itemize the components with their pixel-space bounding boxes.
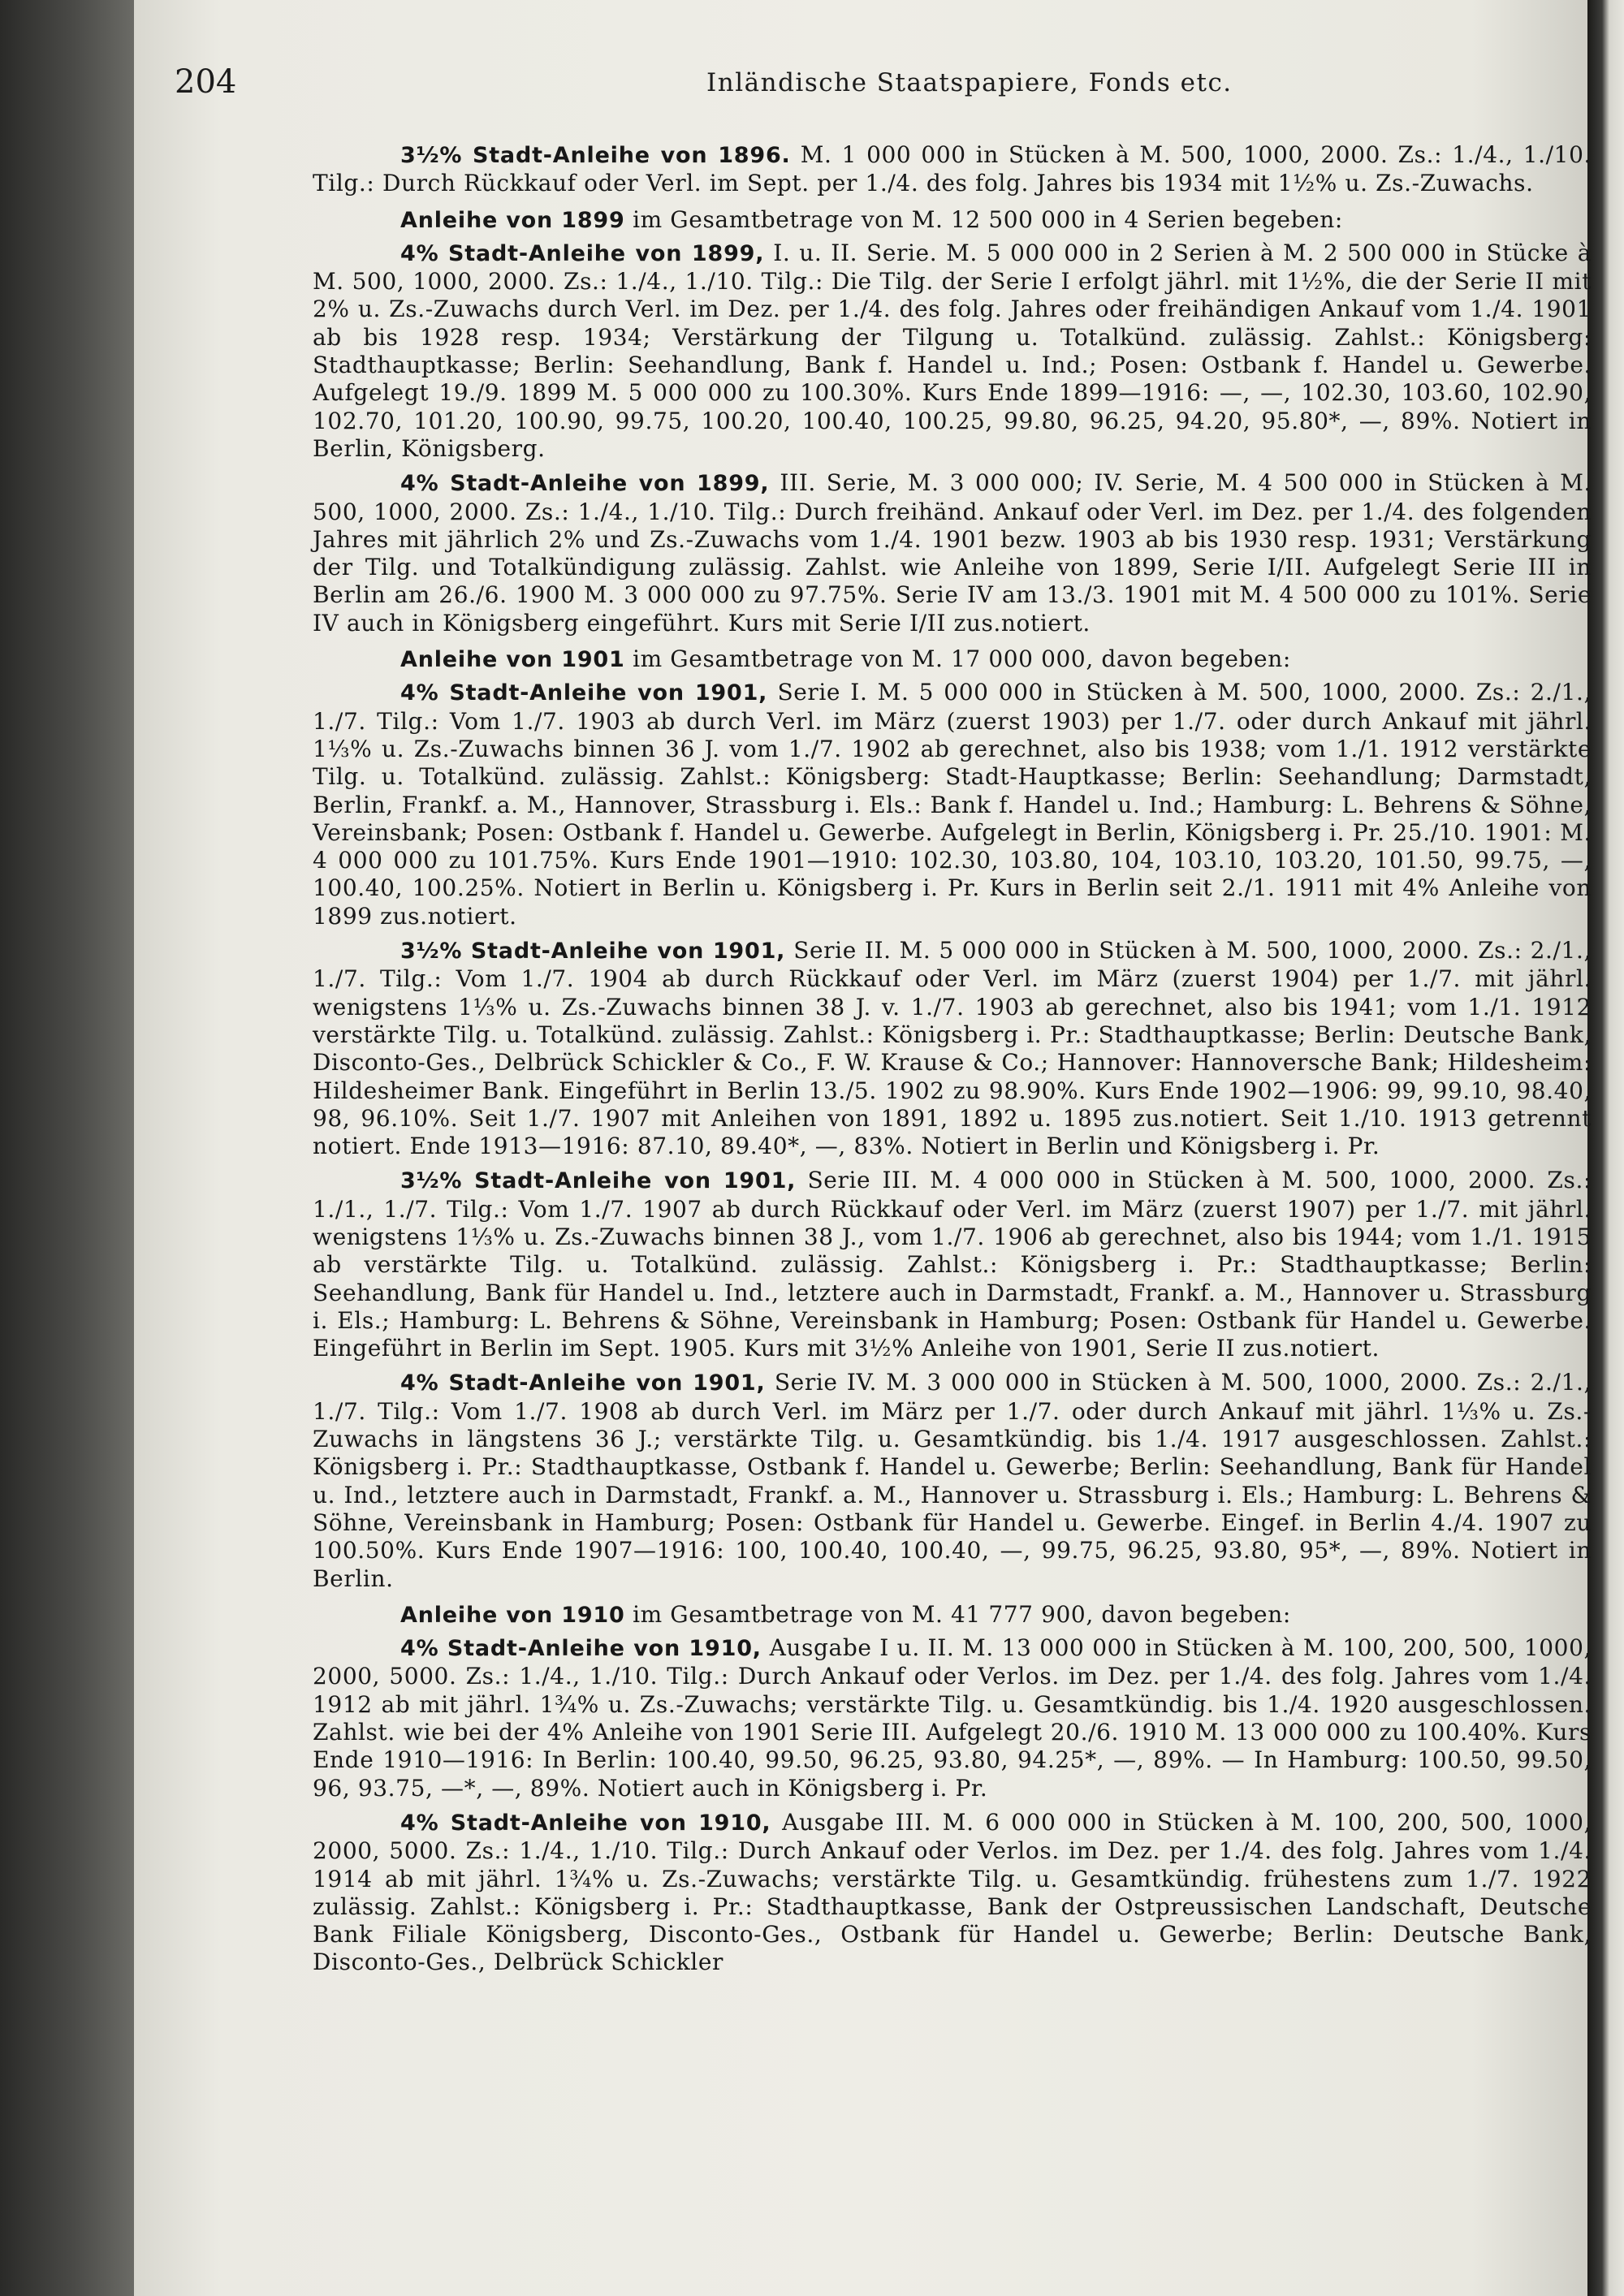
entry-heading: 3½% Stadt-Anleihe von 1901, — [400, 1168, 797, 1194]
section-anleihe-1910 — [313, 1601, 1592, 1629]
page-header — [175, 63, 1555, 104]
entry-text: Serie I. M. 5 000 000 in Stücken à M. 500, 1000, 2000. Zs.: 2./1., 1./7. Tilg.: Vom 1./7. 1903 ab durch Verl. im März (zuerst 1903) per 1./7. oder durch Ankauf mit jährl. 1⅓% u. Zs.-Zuwachs binnen 36 J. vom 1./7. 1902 ab gerechnet, also bis 1938; vom 1./1. 1912 verstärkte Tilg. u. Totalkünd. zulässig. Zahlst.: Königsberg: Stadt-Hauptkasse; Berlin: Seehandlung; Darmstadt, Berlin, Frankf. a. M., Hannover, Strassburg i. Els.: Bank f. Handel u. Ind.; Hamburg: L. Behrens & Söhne, Vereinsbank; Posen: Ostbank f. Handel u. Gewerbe. Aufgelegt in Berlin, Königsberg i. Pr. 25./10. 1901: M. 4 000 000 zu 101.75%. Kurs Ende 1901—1910: 102.30, 103.80, 104, 103.10, 103.20, 101.50, 99.75, —, 100.40, 100.25%. Notiert in Berlin u. Königsberg i. Pr. Kurs in Berlin seit 2./1. 1911 mit 4% Anleihe von 1899 zus.notiert. — [313, 679, 1592, 930]
section-anleihe-1901 — [313, 645, 1592, 674]
entry-text: Ausgabe III. M. 6 000 000 in Stücken à M. 100, 200, 500, 1000, 2000, 5000. Zs.: 1./4., 1./10. Tilg.: Durch Ankauf oder Verlos. im Dez. per 1./4. des folg. Jahres vom 1./4. 1914 ab mit jährl. 1¾% u. Zs.-Zuwachs; verstärkte Tilg. u. Gesamtkündig. frühestens zum 1./7. 1922 zulässig. Zahlst.: Königsberg i. Pr.: Stadthauptkasse, Bank der Ostpreussischen Landschaft, Deutsche Bank Filiale Königsberg, Disconto-Ges., Ostbank für Handel u. Gewerbe; Berlin: Deutsche Bank, Disconto-Ges., Delbrück Schickler — [313, 1808, 1592, 1976]
page-number: 204 — [175, 63, 237, 101]
section-anleihe-1899 — [313, 206, 1592, 235]
scan-border-left — [0, 0, 134, 2296]
entry-heading: 4% Stadt-Anleihe von 1901, — [400, 1370, 766, 1396]
entry-stadt-anleihe-1901-serie-2 — [313, 937, 1592, 1160]
entry-heading: 4% Stadt-Anleihe von 1899, — [400, 471, 770, 497]
entry-stadt-anleihe-1901-serie-4 — [313, 1369, 1592, 1592]
entry-text: Serie IV. M. 3 000 000 in Stücken à M. 500, 1000, 2000. Zs.: 2./1., 1./7. Tilg.: Vom 1./7. 1908 ab durch Verl. im März per 1./7. oder durch Ankauf mit jährl. 1⅓% u. Zs.-Zuwachs in längstens 36 J.; verstärkte Tilg. u. Gesamtkündig. bis 1./4. 1917 ausgeschlossen. Zahlst.: Königsberg i. Pr.: Stadthauptkasse, Ostbank f. Handel u. Gewerbe; Berlin: Seehandlung, Bank für Handel u. Ind., letztere auch in Darmstadt, Frankf. a. M., Hannover u. Strassburg i. Els.; Hamburg: L. Behrens & Söhne, Vereinsbank in Hamburg; Posen: Ostbank für Handel u. Gewerbe. Eingef. in Berlin 4./4. 1907 zu 100.50%. Kurs Ende 1907—1916: 100, 100.40, 100.40, —, 99.75, 96.25, 93.80, 95*, —, 89%. Notiert in Berlin. — [313, 1369, 1592, 1592]
entry-text: M. 1 000 000 in Stücken à M. 500, 1000, 2000. Zs.: 1./4., 1./10. Tilg.: Durch Rückkauf oder Verl. im Sept. per 1./4. des folg. Jahres bis 1934 mit 1½% u. Zs.-Zuwachs. — [313, 141, 1592, 197]
entry-stadt-anleihe-1901-serie-3 — [313, 1167, 1592, 1362]
entry-stadt-anleihe-1910-ausgabe-3 — [313, 1809, 1592, 1977]
entry-stadt-anleihe-1899-serie-3-4 — [313, 469, 1592, 637]
entry-heading: 4% Stadt-Anleihe von 1899, — [400, 240, 765, 266]
entry-text: Serie III. M. 4 000 000 in Stücken à M. 500, 1000, 2000. Zs.: 1./1., 1./7. Tilg.: Vom 1./7. 1907 ab durch Rückkauf oder Verl. im März (zuerst 1907) per 1./7. mit jährl. wenigstens 1⅓% u. Zs.-Zuwachs binnen 38 J., vom 1./7. 1906 ab gerechnet, also bis 1944; vom 1./1. 1915 ab verstärkte Tilg. u. Totalkünd. zulässig. Zahlst.: Königsberg i. Pr.: Stadthauptkasse; Berlin: Seehandlung, Bank für Handel u. Ind., letztere auch in Darmstadt, Frankf. a. M., Hannover u. Strassburg i. Els.; Hamburg: L. Behrens & Söhne, Vereinsbank in Hamburg; Posen: Ostbank für Handel u. Gewerbe. Eingeführt in Berlin im Sept. 1905. Kurs mit 3½% Anleihe von 1901, Serie II zus.notiert. — [313, 1167, 1592, 1362]
section-heading: Anleihe von 1899 — [400, 207, 625, 233]
entry-heading: 4% Stadt-Anleihe von 1910, — [400, 1810, 771, 1836]
entry-text: I. u. II. Serie. M. 5 000 000 in 2 Serien à M. 2 500 000 in Stücke à M. 500, 1000, 2000. Zs.: 1./4., 1./10. Tilg.: Die Tilg. der Serie I erfolgt jährl. mit 1½%, die der Serie II mit 2% u. Zs.-Zuwachs durch Verl. im Dez. per 1./4. des folg. Jahres oder freihändigen Ankauf vom 1./4. 1901 ab bis 1928 resp. 1934; Verstärkung der Tilgung u. Totalkünd. zulässig. Zahlst.: Königsberg: Stadthauptkasse; Berlin: Seehandlung, Bank f. Handel u. Ind.; Posen: Ostbank f. Handel u. Gewerbe. Aufgelegt 19./9. 1899 M. 5 000 000 zu 100.30%. Kurs Ende 1899—1916: —, —, 102.30, 103.60, 102.90, 102.70, 101.20, 100.90, 99.75, 100.20, 100.40, 100.25, 99.80, 96.25, 94.20, 95.80*, —, 89%. Notiert in Berlin, Königsberg. — [313, 239, 1592, 462]
entry-stadt-anleihe-1899-serie-1-2 — [313, 240, 1592, 463]
section-heading: Anleihe von 1910 — [400, 1602, 625, 1628]
section-text: im Gesamtbetrage von M. 41 777 900, davon begeben: — [624, 1600, 1291, 1628]
entry-heading: 3½% Stadt-Anleihe von 1901, — [400, 939, 786, 965]
entry-heading: 3½% Stadt-Anleihe von 1896. — [400, 143, 791, 168]
entry-stadt-anleihe-1910-ausgabe-1-2 — [313, 1634, 1592, 1802]
entry-text: Ausgabe I u. II. M. 13 000 000 in Stücken à M. 100, 200, 500, 1000, 2000, 5000. Zs.: 1./4., 1./10. Tilg.: Durch Ankauf oder Verlos. im Dez. per 1./4. des folg. Jahres vom 1./4. 1912 ab mit jährl. 1¾% u. Zs.-Zuwachs; verstärkte Tilg. u. Gesamtkündig. bis 1./4. 1920 ausgeschlossen. Zahlst. wie bei der 4% Anleihe von 1901 Serie III. Aufgelegt 20./6. 1910 M. 13 000 000 zu 100.40%. Kurs Ende 1910—1916: In Berlin: 100.40, 99.50, 96.25, 93.80, 94.25*, —, 89%. — In Hamburg: 100.50, 99.50, 96, 93.75, —*, —, 89%. Notiert auch in Königsberg i. Pr. — [313, 1634, 1592, 1802]
section-text: im Gesamtbetrage von M. 17 000 000, davon begeben: — [624, 645, 1291, 673]
entry-stadt-anleihe-1901-serie-1 — [313, 679, 1592, 930]
section-heading: Anleihe von 1901 — [400, 647, 625, 673]
scan-border-right — [1587, 0, 1624, 2296]
entry-stadt-anleihe-1896 — [313, 141, 1592, 198]
entry-text: III. Serie, M. 3 000 000; IV. Serie, M. 4 500 000 in Stücken à M. 500, 1000, 2000. Zs.: 1./4., 1./10. Tilg.: Durch freihänd. Ankauf oder Verl. im Dez. per 1./4. des folgenden Jahres mit jährlich 2% und Zs.-Zuwachs vom 1./4. 1901 bezw. 1903 ab bis 1930 resp. 1931; Verstärkung der Tilg. und Totalkündigung zulässig. Zahlst. wie Anleihe von 1899, Serie I/II. Aufgelegt Serie III in Berlin am 26./6. 1900 M. 3 000 000 zu 97.75%. Serie IV am 13./3. 1901 mit M. 4 500 000 zu 101%. Serie IV auch in Königsberg eingeführt. Kurs mit Serie I/II zus.notiert. — [313, 469, 1592, 637]
entry-heading: 4% Stadt-Anleihe von 1901, — [400, 680, 768, 706]
section-text: im Gesamtbetrage von M. 12 500 000 in 4 Serien begeben: — [624, 205, 1343, 233]
entry-heading: 4% Stadt-Anleihe von 1910, — [400, 1636, 762, 1662]
entry-text: Serie II. M. 5 000 000 in Stücken à M. 500, 1000, 2000. Zs.: 2./1., 1./7. Tilg.: Vom 1./7. 1904 ab durch Rückkauf oder Verl. im März (zuerst 1904) per 1./7. mit jährl. wenigstens 1⅓% u. Zs.-Zuwachs binnen 38 J. v. 1./7. 1903 ab gerechnet, also bis 1941; vom 1./1. 1912 verstärkte Tilg. u. Totalkünd. zulässig. Zahlst.: Königsberg i. Pr.: Stadthauptkasse; Berlin: Deutsche Bank, Disconto-Ges., Delbrück Schickler & Co., F. W. Krause & Co.; Hannover: Hannoversche Bank; Hildesheim: Hildesheimer Bank. Eingeführt in Berlin 13./5. 1902 zu 98.90%. Kurs Ende 1902—1906: 99, 99.10, 98.40, 98, 96.10%. Seit 1./7. 1907 mit Anleihen von 1891, 1892 u. 1895 zus.notiert. Seit 1./10. 1913 getrennt notiert. Ende 1913—1916: 87.10, 89.40*, —, 83%. Notiert in Berlin und Königsberg i. Pr. — [313, 937, 1592, 1160]
page-body — [313, 141, 1592, 1983]
running-title: Inländische Staatspapiere, Fonds etc. — [706, 68, 1233, 97]
